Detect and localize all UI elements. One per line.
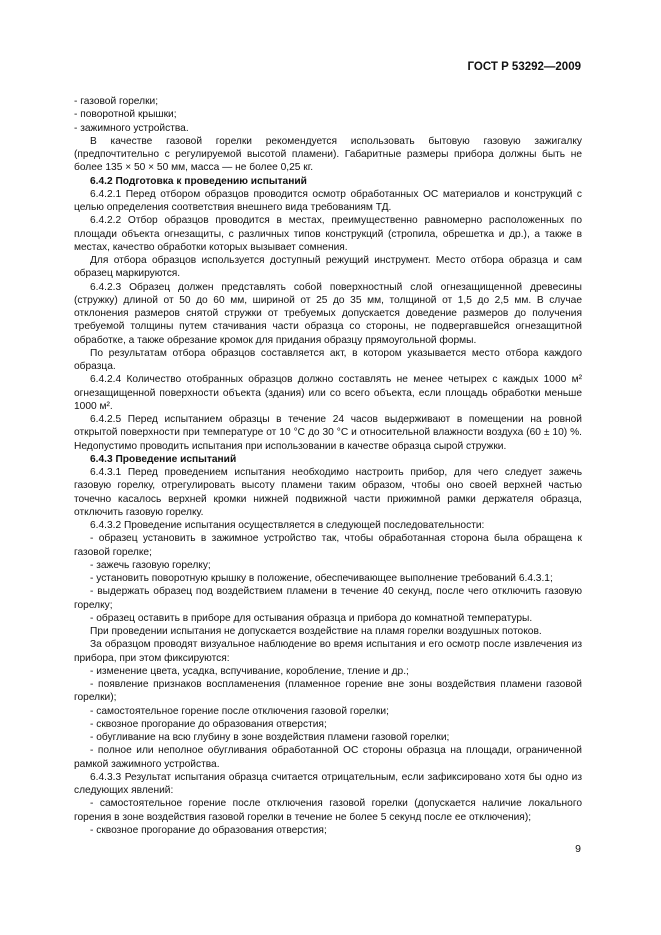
paragraph: - газовой горелки; bbox=[74, 96, 159, 107]
paragraph: 6.4.3.2 Проведение испытания осуществляется в следующей последовательности: bbox=[90, 520, 485, 531]
list-item: - выдержать образец под воздействием пламени в течение 40 секунд, после чего отключить газовую горелку; bbox=[74, 586, 582, 611]
paragraph: При проведении испытания не допускается воздействие на пламя горелки воздушных потоков. bbox=[90, 626, 542, 637]
list-item: - образец установить в зажимное устройство так, чтобы обработанная сторона была обращена к газовой горелке; bbox=[74, 533, 582, 558]
list-item: - установить поворотную крышку в положение, обеспечивающее выполнение требований 6.4.3.1; bbox=[90, 573, 553, 584]
paragraph: - зажимного устройства. bbox=[74, 122, 189, 134]
list-item: - сквозное прогорание до образования отверстия; bbox=[90, 718, 327, 730]
section-heading: 6.4.2 Подготовка к проведению испытаний bbox=[90, 175, 307, 187]
section-heading: 6.4.3 Проведение испытаний bbox=[90, 453, 237, 465]
list-item: - сквозное прогорание до образования отверстия; bbox=[90, 824, 327, 836]
list-item: - появление признаков воспламенения (пламенное горение вне зоны воздействия пламени газовой горелки); bbox=[74, 679, 582, 704]
list-item: - самостоятельное горение после отключения газовой горелки; bbox=[90, 705, 389, 717]
paragraph: 6.4.2.3 Образец должен представлять собой поверхностный слой огнезащищенной древесины (стружку) длиной от 50 до 60 мм, шириной от 25 до 35 мм, толщиной от 1,5 до 2,5 мм. В случае отклонения размеров снятой стружки от требуемых допускается доведение размеров до получения требуемой толщины путем стачивания части образца со стороны, не подвергавшейся огнезащитной обработке, а также обрезание кромок для придания образцу прямоугольной формы. bbox=[74, 281, 582, 346]
paragraph: 6.4.3.1 Перед проведением испытания необходимо настроить прибор, для чего следует зажечь газовую горелку, отрегулировать высоту пламени таким образом, чтобы оно своей верхней частью точечно касалось верхней кромки нижней подвижной части прижимной рамки держателя образца, отключить газовую горелку. bbox=[74, 467, 582, 518]
standard-header: ГОСТ Р 53292—2009 bbox=[467, 61, 581, 73]
paragraph: За образцом проводят визуальное наблюдение во время испытания и его осмотр после извлечения из прибора, при этом фиксируются: bbox=[74, 639, 582, 664]
list-item: - самостоятельное горение после отключения газовой горелки (допускается наличие локального горения в зоне воздействия газовой горелки в течение не более 5 секунд после ее отключения); bbox=[74, 798, 582, 823]
list-item: - образец оставить в приборе для остывания образца и прибора до комнатной температуры. bbox=[90, 612, 533, 624]
paragraph: Для отбора образцов используется доступный режущий инструмент. Место отбора образца и сам образец маркируются. bbox=[74, 255, 582, 280]
list-item: - зажечь газовую горелку; bbox=[90, 559, 211, 571]
paragraph: 6.4.2.5 Перед испытанием образцы в течение 24 часов выдерживают в помещении на ровной открытой поверхности при температуре от 10 °С до 30 °С и относительной влажности воздуха (60 ± 10) %. Недопустимо проводить испытания при использовании в качестве образца сырой стружки. bbox=[74, 414, 582, 452]
paragraph: По результатам отбора образцов составляется акт, в котором указывается место отбора каждого образца. bbox=[74, 347, 582, 372]
paragraph: 6.4.2.4 Количество отобранных образцов должно составлять не менее четырех с каждых 1000 м² огнезащищенной поверхности объекта (здания) или со всего объекта, если площадь обработки меньше 1000 м². bbox=[74, 374, 582, 412]
paragraph: - поворотной крышки; bbox=[74, 109, 177, 121]
document-body bbox=[74, 95, 582, 837]
paragraph: 6.4.2.2 Отбор образцов проводится в местах, преимущественно равномерно расположенных по площади объекта огнезащиты, с различных типов конструкций (стропила, обрешетка и др.), а также в местах, качество обработки которых вызывает сомнения. bbox=[74, 215, 582, 253]
paragraph: 6.4.2.1 Перед отбором образцов проводится осмотр обработанных ОС материалов и конструкций с целью определения соответствия внешнего вида требованиям ТД. bbox=[74, 188, 582, 213]
list-item: - изменение цвета, усадка, вспучивание, коробление, тление и др.; bbox=[90, 665, 409, 677]
paragraph: 6.4.3.3 Результат испытания образца считается отрицательным, если зафиксировано хотя бы одно из следующих явлений: bbox=[74, 771, 582, 796]
list-item: - полное или неполное обугливания обработанной ОС стороны образца на площади, ограниченной рамкой зажимного устройства. bbox=[74, 745, 582, 770]
list-item: - обугливание на всю глубину в зоне воздействия пламени газовой горелки; bbox=[90, 732, 450, 743]
paragraph: В качестве газовой горелки рекомендуется использовать бытовую газовую зажигалку (предпочтительно с регулируемой высотой пламени). Габаритные размеры прибора должны быть не более 135 × 50 × 50 мм, масса — не более 0,25 кг. bbox=[74, 135, 582, 174]
page-number: 9 bbox=[575, 843, 581, 855]
